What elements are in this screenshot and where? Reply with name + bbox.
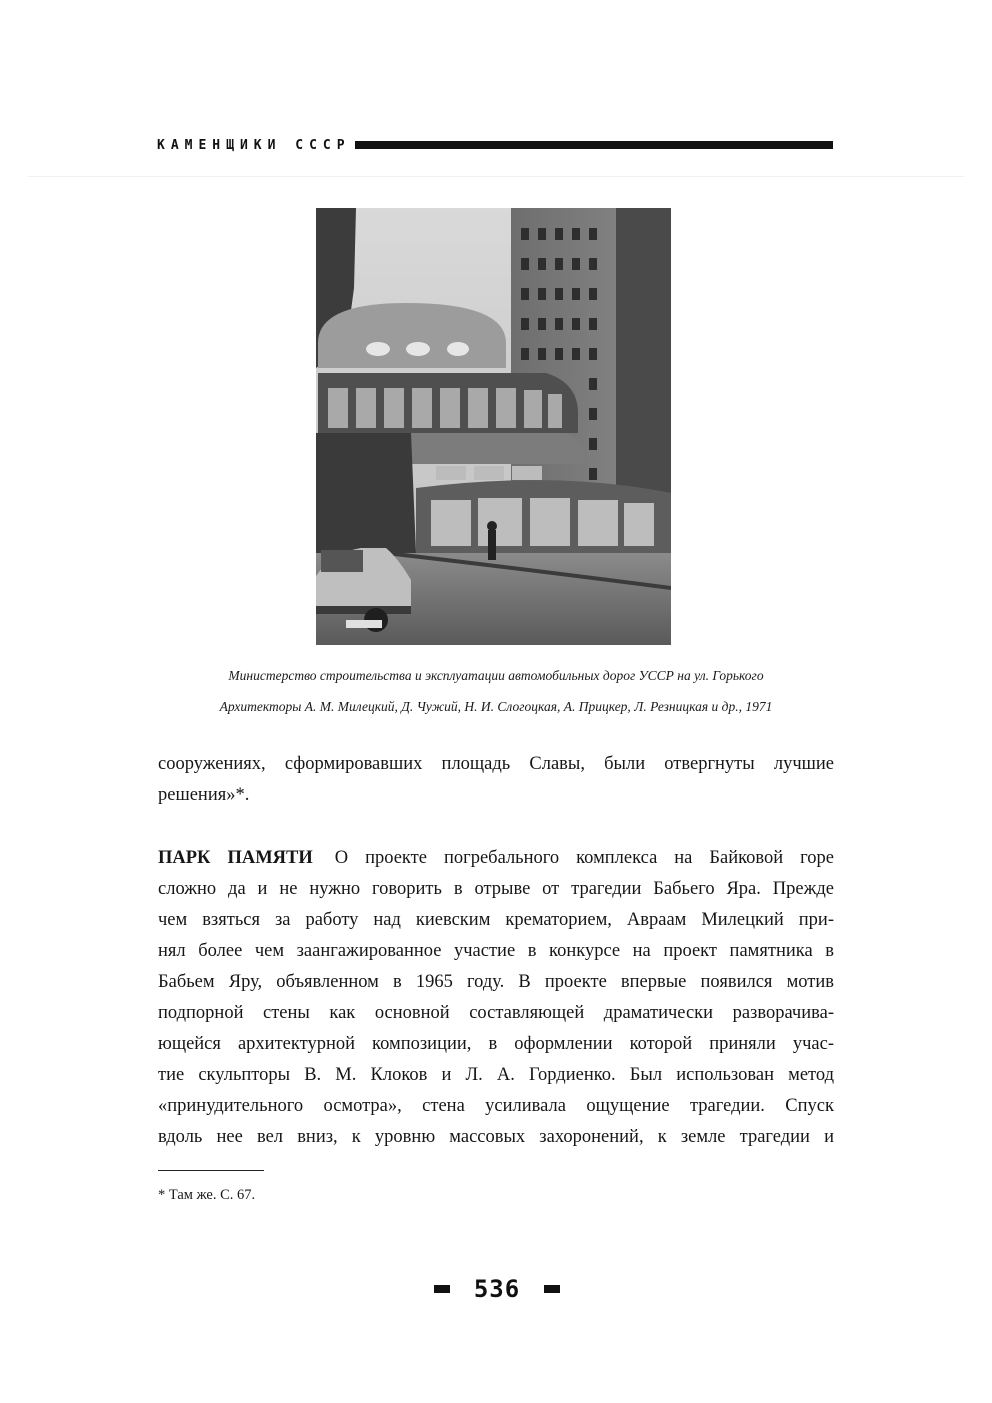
text-line: решения»*. <box>158 785 250 805</box>
footnote: * Там же. С. 67. <box>158 1187 256 1203</box>
text-line-first <box>158 843 834 874</box>
section-heading: ПАРК ПАМЯТИ <box>158 848 313 868</box>
caption-line-1: Министерство строительства и эксплуатации автомобильных дорог УССР на ул. Горького <box>228 668 764 683</box>
page-number-block <box>434 1277 560 1301</box>
text-line-first-content: О проекте погребального комплекса на Байковой горе <box>334 848 834 868</box>
footnote-rule <box>158 1170 264 1171</box>
caption-line-2: Архитекторы А. М. Милецкий, Д. Чужий, Н. И. Слогоцкая, А. Прицкер, Л. Резницкая и др., 1971 <box>219 699 773 714</box>
figure-caption <box>150 660 842 722</box>
running-head-title: КАМЕНЩИКИ СССР <box>157 137 351 153</box>
text-line: сооружениях, сформировавших площадь Славы, были отвергнуты лучшие <box>158 754 834 774</box>
paragraph-park-pamyati <box>158 843 834 1153</box>
text-line: «принудительного осмотра», стена усиливала ощущение трагедии. Спуск <box>158 1096 834 1116</box>
page-number: 536 <box>473 1275 521 1303</box>
text-line: Бабьем Яру, объявленном в 1965 году. В проекте впервые появился мотив <box>158 972 834 992</box>
running-head <box>157 138 833 152</box>
paragraph-continuation <box>158 749 834 811</box>
text-line: чем взяться за работу над киевским крематорием, Авраам Милецкий при- <box>158 910 834 930</box>
text-line: тие скульпторы В. М. Клоков и Л. А. Гордиенко. Был использован метод <box>158 1065 834 1085</box>
building-photo-illustration <box>316 208 671 645</box>
text-line: нял более чем заангажированное участие в конкурсе на проект памятника в <box>158 941 834 961</box>
page-divider <box>28 176 964 177</box>
text-line: ющейся архитектурной композиции, в оформлении которой приняли учас- <box>158 1034 834 1054</box>
building-photo <box>316 208 671 645</box>
folio-bar-left <box>434 1285 450 1293</box>
running-head-rule <box>355 141 833 149</box>
text-line: сложно да и не нужно говорить в отрыве от трагедии Бабьего Яра. Прежде <box>158 879 834 899</box>
text-line: вдоль нее вел вниз, к уровню массовых захоронений, к земле трагедии и <box>158 1127 834 1147</box>
text-line: подпорной стены как основной составляющей драматически разворачива- <box>158 1003 834 1023</box>
folio-bar-right <box>544 1285 560 1293</box>
